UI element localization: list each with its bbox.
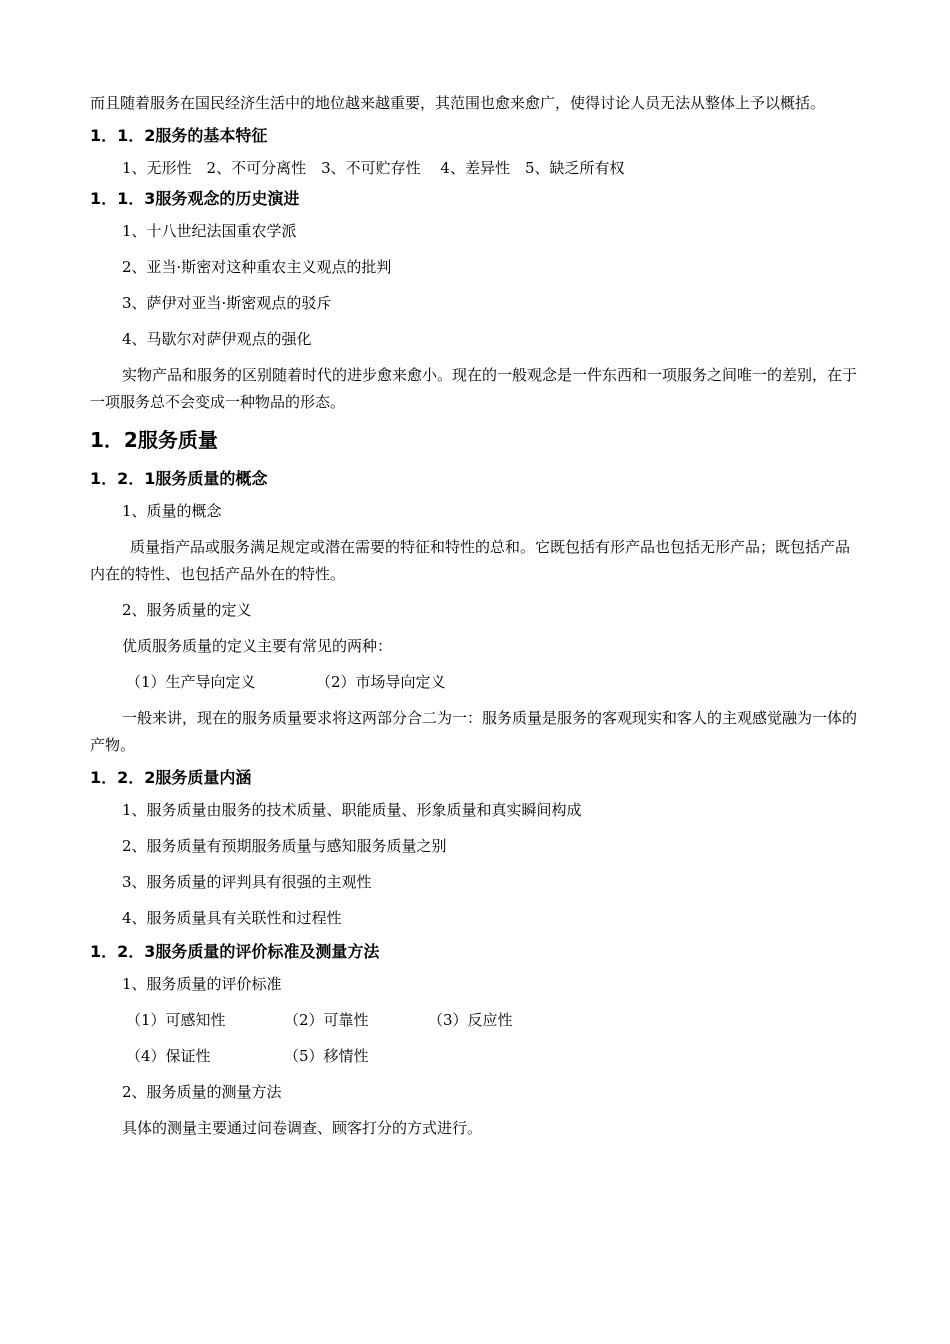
history-item: 2、亚当·斯密对这种重农主义观点的批判 bbox=[122, 258, 392, 276]
intro-paragraph: 而且随着服务在国民经济生活中的地位越来越重要，其范围也愈来愈广，使得讨论人员无法从整体上予以概括。 bbox=[90, 94, 826, 112]
definition-type: （2）市场导向定义 bbox=[316, 673, 446, 691]
service-quality-def-title: 2、服务质量的定义 bbox=[122, 601, 252, 619]
service-quality-def-text: 优质服务质量的定义主要有常见的两种： bbox=[122, 637, 393, 655]
heading-1-1-3: 1．1．3服务观念的历史演进 bbox=[90, 189, 300, 208]
combine-paragraph: 一般来讲，现在的服务质量要求将这两部分合二为一：服务质量是服务的客观现实和客人的主观感觉融为一体的产物。 bbox=[90, 709, 858, 754]
connotation-item: 4、服务质量具有关联性和过程性 bbox=[122, 909, 342, 927]
heading-1-2-2: 1．2．2服务质量内涵 bbox=[90, 768, 252, 787]
heading-1-1-2: 1．1．2服务的基本特征 bbox=[90, 126, 268, 145]
measurement-method-title: 2、服务质量的测量方法 bbox=[122, 1083, 282, 1101]
heading-1-2-1: 1．2．1服务质量的概念 bbox=[90, 469, 268, 488]
heading-1-2-3: 1．2．3服务质量的评价标准及测量方法 bbox=[90, 942, 380, 961]
evaluation-row bbox=[90, 1007, 860, 1034]
evaluation-item: （5）移情性 bbox=[284, 1047, 369, 1065]
history-paragraph: 实物产品和服务的区别随着时代的进步愈来愈小。现在的一般观念是一件东西和一项服务之间唯一的差别，在于一项服务总不会变成一种物品的形态。 bbox=[90, 366, 858, 411]
document-page bbox=[90, 90, 860, 1142]
quality-concept-text: 质量指产品或服务满足规定或潜在需要的特征和特性的总和。它既包括有形产品也包括无形产品；既包括产品内在的特性、也包括产品外在的特性。 bbox=[90, 538, 851, 583]
history-item: 1、十八世纪法国重农学派 bbox=[122, 222, 297, 240]
history-item: 4、马歇尔对萨伊观点的强化 bbox=[122, 330, 312, 348]
evaluation-item: （1）可感知性 bbox=[126, 1011, 226, 1029]
evaluation-item: （3）反应性 bbox=[428, 1011, 513, 1029]
features-list: 1、无形性 2、不可分离性 3、不可贮存性 4、差异性 5、缺乏所有权 bbox=[122, 159, 625, 177]
evaluation-standard-title: 1、服务质量的评价标准 bbox=[122, 975, 282, 993]
history-item: 3、萨伊对亚当·斯密观点的驳斥 bbox=[122, 294, 332, 312]
connotation-item: 2、服务质量有预期服务质量与感知服务质量之别 bbox=[122, 837, 447, 855]
evaluation-item: （4）保证性 bbox=[126, 1047, 211, 1065]
definition-type: （1）生产导向定义 bbox=[126, 673, 256, 691]
quality-concept-title: 1、质量的概念 bbox=[122, 502, 222, 520]
evaluation-row bbox=[90, 1043, 860, 1070]
definition-types-row bbox=[90, 669, 860, 696]
connotation-item: 1、服务质量由服务的技术质量、职能质量、形象质量和真实瞬间构成 bbox=[122, 801, 582, 819]
heading-1-2: 1．2服务质量 bbox=[90, 428, 218, 452]
evaluation-item: （2）可靠性 bbox=[284, 1011, 369, 1029]
connotation-item: 3、服务质量的评判具有很强的主观性 bbox=[122, 873, 372, 891]
measurement-method-text: 具体的测量主要通过问卷调查、顾客打分的方式进行。 bbox=[122, 1119, 483, 1137]
